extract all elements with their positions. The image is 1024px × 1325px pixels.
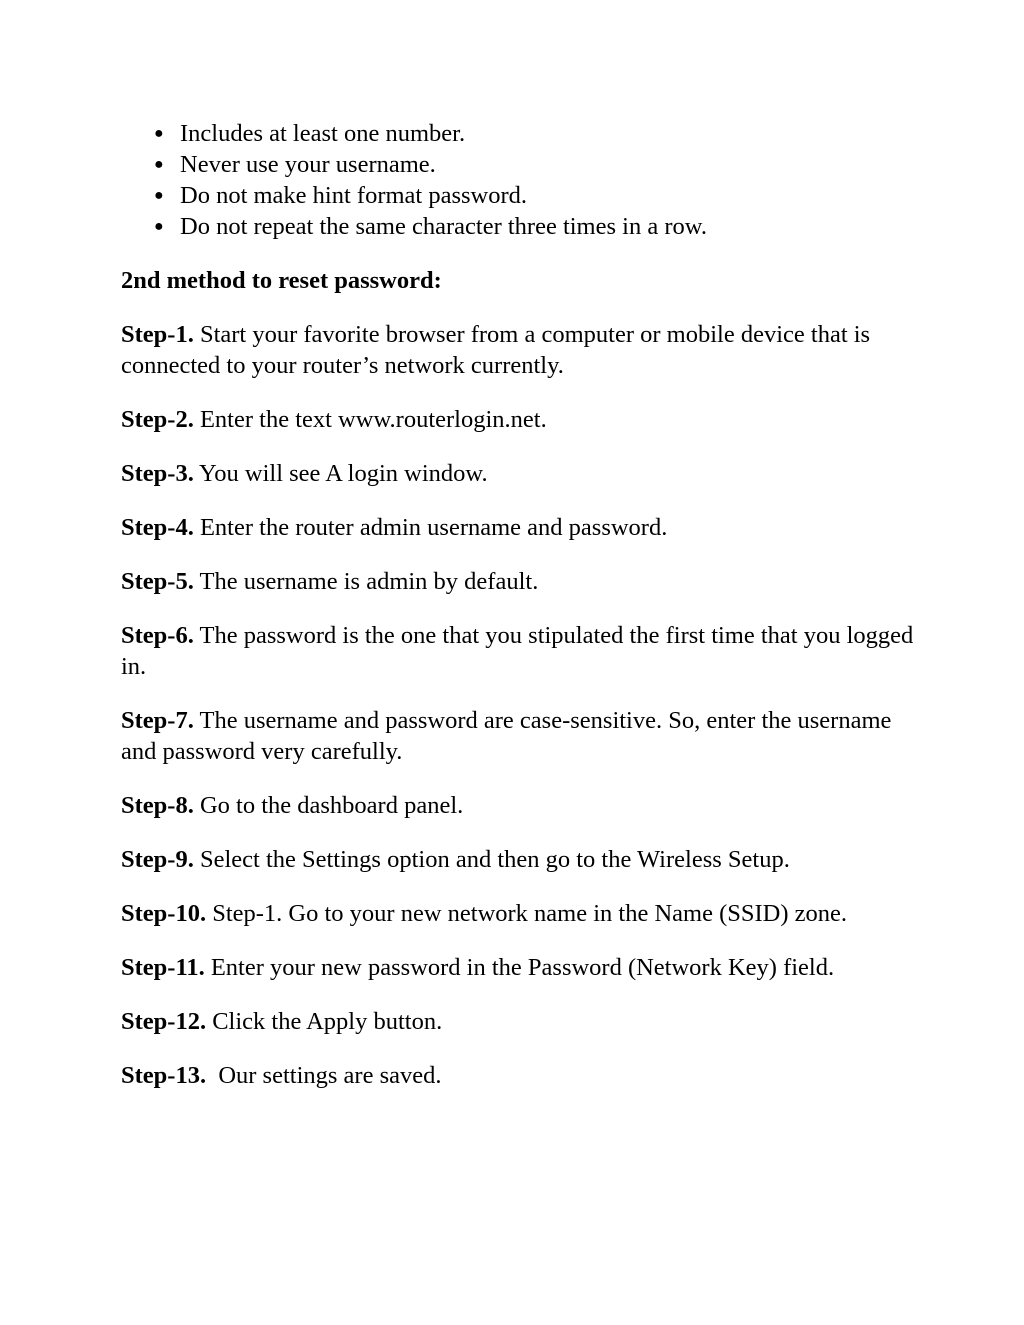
- step-text: Enter your new password in the Password (Network Key) field.: [210, 954, 835, 981]
- step-paragraph: [121, 705, 921, 767]
- bullet-icon: ●: [154, 125, 164, 142]
- step-label: Step-1.: [121, 321, 194, 348]
- step-paragraph: [121, 1060, 921, 1091]
- step-text: You will see A login window.: [199, 460, 488, 487]
- step-text: Enter the router admin username and password.: [199, 514, 668, 541]
- step-label: Step-3.: [121, 460, 194, 487]
- list-item: [121, 118, 921, 149]
- step-text: The password is the one that you stipulated the first time that you logged in.: [121, 622, 914, 680]
- bullet-icon: ●: [154, 187, 164, 204]
- step-paragraph: [121, 952, 921, 983]
- list-item-text: Do not repeat the same character three times in a row.: [180, 213, 707, 240]
- step-label: Step-11.: [121, 954, 205, 981]
- list-item: [121, 180, 921, 211]
- bullet-icon: ●: [154, 218, 164, 235]
- step-label: Step-13.: [121, 1062, 207, 1089]
- step-label: Step-5.: [121, 568, 194, 595]
- step-paragraph: [121, 620, 921, 682]
- step-paragraph: [121, 790, 921, 821]
- step-paragraph: [121, 319, 921, 381]
- step-text: The username is admin by default.: [199, 568, 539, 595]
- step-text: Our settings are saved.: [212, 1062, 442, 1089]
- step-label: Step-8.: [121, 792, 194, 819]
- step-label: Step-4.: [121, 514, 194, 541]
- bullet-icon: ●: [154, 156, 164, 173]
- step-paragraph: [121, 566, 921, 597]
- step-text: Step-1. Go to your new network name in the Name (SSID) zone.: [212, 900, 848, 927]
- step-label: Step-12.: [121, 1008, 207, 1035]
- step-paragraph: [121, 404, 921, 435]
- step-paragraph: [121, 512, 921, 543]
- list-item-text: Never use your username.: [180, 151, 436, 178]
- document-page: [121, 118, 921, 1091]
- list-item-text: Do not make hint format password.: [180, 182, 528, 209]
- step-paragraph: [121, 1006, 921, 1037]
- step-paragraph: [121, 844, 921, 875]
- step-label: Step-10.: [121, 900, 207, 927]
- step-paragraph: [121, 458, 921, 489]
- step-text: Enter the text www.routerlogin.net.: [199, 406, 547, 433]
- step-text: Click the Apply button.: [212, 1008, 443, 1035]
- section-heading: 2nd method to reset password:: [121, 267, 442, 294]
- step-label: Step-7.: [121, 707, 194, 734]
- step-text: Start your favorite browser from a computer or mobile device that is connected to your router’s network currently.: [121, 321, 871, 379]
- list-item: [121, 149, 921, 180]
- password-rules-list: [121, 118, 921, 242]
- step-label: Step-9.: [121, 846, 194, 873]
- list-item: [121, 211, 921, 242]
- step-text: The username and password are case-sensitive. So, enter the username and password very carefully.: [121, 707, 892, 765]
- step-text: Select the Settings option and then go to the Wireless Setup.: [199, 846, 790, 873]
- step-label: Step-6.: [121, 622, 194, 649]
- list-item-text: Includes at least one number.: [180, 120, 466, 147]
- step-label: Step-2.: [121, 406, 194, 433]
- step-paragraph: [121, 898, 921, 929]
- step-text: Go to the dashboard panel.: [199, 792, 464, 819]
